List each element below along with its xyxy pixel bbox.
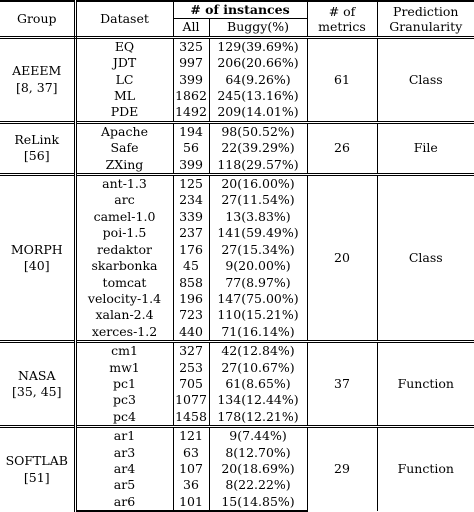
- all-cell: 107: [173, 461, 209, 477]
- buggy-cell: 129(39.69%): [209, 37, 307, 55]
- dataset-cell: velocity-1.4: [75, 291, 173, 307]
- dataset-cell: ZXing: [75, 157, 173, 175]
- all-cell: 56: [173, 140, 209, 156]
- dataset-cell: Safe: [75, 140, 173, 156]
- dataset-cell: LC: [75, 72, 173, 88]
- buggy-cell: 22(39.29%): [209, 140, 307, 156]
- metrics-cell: 61: [307, 37, 377, 122]
- group-cell: [0, 37, 75, 122]
- dataset-cell: ant-1.3: [75, 175, 173, 193]
- buggy-cell: 206(20.66%): [209, 55, 307, 71]
- dataset-cell: xerces-1.2: [75, 324, 173, 342]
- dataset-cell: EQ: [75, 37, 173, 55]
- buggy-cell: 64(9.26%): [209, 72, 307, 88]
- buggy-cell: 27(15.34%): [209, 242, 307, 258]
- all-cell: 237: [173, 225, 209, 241]
- granularity-cell: File: [377, 122, 474, 174]
- all-cell: 399: [173, 157, 209, 175]
- group-name: MORPH: [0, 242, 74, 258]
- dataset-cell: xalan-2.4: [75, 307, 173, 323]
- all-cell: 327: [173, 342, 209, 360]
- all-cell: 196: [173, 291, 209, 307]
- buggy-cell: 27(11.54%): [209, 192, 307, 208]
- group-cell: [0, 427, 75, 512]
- dataset-cell: skarbonka: [75, 258, 173, 274]
- all-cell: 1492: [173, 104, 209, 122]
- buggy-cell: 15(14.85%): [209, 494, 307, 511]
- header-metrics-line1: # of: [308, 4, 377, 19]
- buggy-cell: 134(12.44%): [209, 392, 307, 408]
- buggy-cell: 71(16.14%): [209, 324, 307, 342]
- buggy-cell: 42(12.84%): [209, 342, 307, 360]
- buggy-cell: 20(18.69%): [209, 461, 307, 477]
- granularity-cell: Class: [377, 175, 474, 342]
- group-ref: [51]: [0, 470, 74, 486]
- all-cell: 63: [173, 445, 209, 461]
- dataset-cell: ML: [75, 88, 173, 104]
- buggy-cell: 209(14.01%): [209, 104, 307, 122]
- group-name: NASA: [0, 368, 74, 384]
- all-cell: 45: [173, 258, 209, 274]
- header-group: Group: [0, 1, 75, 37]
- buggy-cell: 27(10.67%): [209, 360, 307, 376]
- all-cell: 253: [173, 360, 209, 376]
- buggy-cell: 98(50.52%): [209, 122, 307, 140]
- dataset-cell: ar3: [75, 445, 173, 461]
- dataset-cell: mw1: [75, 360, 173, 376]
- buggy-cell: 8(22.22%): [209, 477, 307, 493]
- group-name: ReLink: [0, 132, 74, 148]
- dataset-cell: cm1: [75, 342, 173, 360]
- table-row: [0, 342, 474, 360]
- all-cell: 1458: [173, 409, 209, 427]
- header-metrics: [307, 1, 377, 37]
- header-metrics-line2: metrics: [308, 19, 377, 34]
- group-ref: [35, 45]: [0, 384, 74, 400]
- all-cell: 997: [173, 55, 209, 71]
- all-cell: 234: [173, 192, 209, 208]
- all-cell: 176: [173, 242, 209, 258]
- buggy-cell: 9(7.44%): [209, 427, 307, 445]
- table-body: [0, 37, 474, 511]
- buggy-cell: 141(59.49%): [209, 225, 307, 241]
- group-ref: [40]: [0, 258, 74, 274]
- buggy-cell: 9(20.00%): [209, 258, 307, 274]
- all-cell: 858: [173, 275, 209, 291]
- all-cell: 399: [173, 72, 209, 88]
- dataset-cell: arc: [75, 192, 173, 208]
- buggy-cell: 61(8.65%): [209, 376, 307, 392]
- dataset-cell: PDE: [75, 104, 173, 122]
- dataset-cell: pc1: [75, 376, 173, 392]
- dataset-cell: JDT: [75, 55, 173, 71]
- all-cell: 125: [173, 175, 209, 193]
- all-cell: 325: [173, 37, 209, 55]
- buggy-cell: 147(75.00%): [209, 291, 307, 307]
- table-row: [0, 175, 474, 193]
- buggy-cell: 110(15.21%): [209, 307, 307, 323]
- all-cell: 1862: [173, 88, 209, 104]
- all-cell: 121: [173, 427, 209, 445]
- dataset-cell: pc4: [75, 409, 173, 427]
- header-instances: # of instances: [173, 1, 307, 19]
- granularity-cell: Function: [377, 342, 474, 427]
- dataset-cell: redaktor: [75, 242, 173, 258]
- dataset-cell: pc3: [75, 392, 173, 408]
- metrics-cell: 29: [307, 427, 377, 512]
- buggy-cell: 13(3.83%): [209, 209, 307, 225]
- dataset-cell: ar1: [75, 427, 173, 445]
- buggy-cell: 8(12.70%): [209, 445, 307, 461]
- group-ref: [56]: [0, 148, 74, 164]
- all-cell: 440: [173, 324, 209, 342]
- dataset-cell: camel-1.0: [75, 209, 173, 225]
- header-buggy: Buggy(%): [209, 19, 307, 37]
- header-granularity: [377, 1, 474, 37]
- group-cell: [0, 342, 75, 427]
- all-cell: 36: [173, 477, 209, 493]
- buggy-cell: 118(29.57%): [209, 157, 307, 175]
- header-granularity-line1: Prediction: [378, 4, 474, 19]
- dataset-cell: tomcat: [75, 275, 173, 291]
- header-dataset: Dataset: [75, 1, 173, 37]
- granularity-cell: Class: [377, 37, 474, 122]
- all-cell: 705: [173, 376, 209, 392]
- granularity-cell: Function: [377, 427, 474, 512]
- metrics-cell: 26: [307, 122, 377, 174]
- all-cell: 723: [173, 307, 209, 323]
- group-ref: [8, 37]: [0, 80, 74, 96]
- header-all: All: [173, 19, 209, 37]
- all-cell: 101: [173, 494, 209, 511]
- all-cell: 339: [173, 209, 209, 225]
- metrics-cell: 37: [307, 342, 377, 427]
- dataset-cell: poi-1.5: [75, 225, 173, 241]
- metrics-cell: 20: [307, 175, 377, 342]
- buggy-cell: 245(13.16%): [209, 88, 307, 104]
- dataset-cell: ar4: [75, 461, 173, 477]
- dataset-cell: Apache: [75, 122, 173, 140]
- header-granularity-line2: Granularity: [378, 19, 474, 34]
- group-name: AEEEM: [0, 63, 74, 79]
- all-cell: 1077: [173, 392, 209, 408]
- table-row: [0, 427, 474, 445]
- dataset-cell: ar5: [75, 477, 173, 493]
- all-cell: 194: [173, 122, 209, 140]
- table-row: [0, 37, 474, 55]
- group-name: SOFTLAB: [0, 453, 74, 469]
- dataset-cell: ar6: [75, 494, 173, 511]
- buggy-cell: 178(12.21%): [209, 409, 307, 427]
- group-cell: [0, 175, 75, 342]
- buggy-cell: 20(16.00%): [209, 175, 307, 193]
- buggy-cell: 77(8.97%): [209, 275, 307, 291]
- table-row: [0, 122, 474, 140]
- group-cell: [0, 122, 75, 174]
